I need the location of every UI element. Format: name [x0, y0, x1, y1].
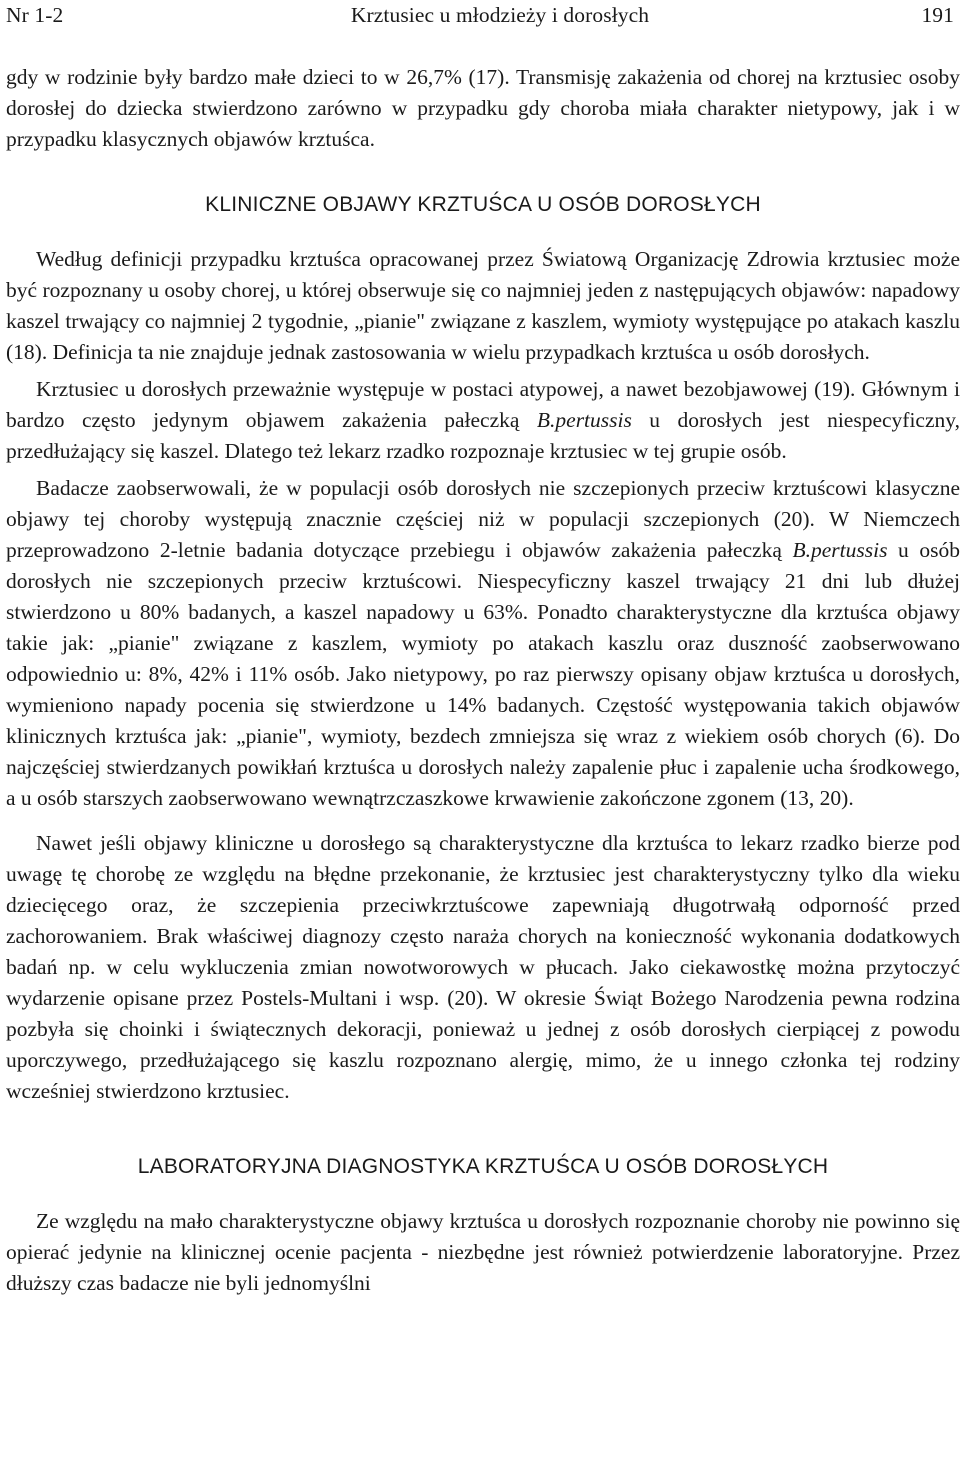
document-page	[6, 0, 960, 1299]
running-header	[6, 0, 960, 30]
text-segment: u dorosłych jest niespecyficzny, przedłużający się kaszel. Dlatego też lekarz rzadko rozpoznaje krztusiec w tej grupie osób.	[6, 408, 960, 463]
paragraph-continuation: gdy w rodzinie były bardzo małe dzieci to w 26,7% (17). Transmisję zakażenia od chorej na krztusiec osoby dorosłej do dziecka stwierdzono zarówno w przypadku gdy choroba miała charakter nietypowy, jak i w przypadku klasycznych objawów krztuśca.	[6, 65, 960, 151]
section-heading-laboratory-diagnostics: LABORATORYJNA DIAGNOSTYKA KRZTUŚCA U OSÓB DOROSŁYCH	[137, 1155, 829, 1178]
species-name: B.pertussis	[536, 408, 632, 432]
paragraph-observed-symptoms	[6, 473, 960, 814]
issue-number: Nr 1-2	[6, 3, 64, 27]
page-number: 191	[921, 3, 954, 27]
paragraph-misdiagnosis: Nawet jeśli objawy kliniczne u dorosłego są charakterystyczne dla krztuśca to lekarz rzadko bierze pod uwagę tę chorobę ze względu na błędne przekonanie, że krztusiec jest charakterystyczny tylko dla wieku dziecięcego oraz, że szczepienia przeciwkrztuścowe zapewniają długotrwałą odporność przed zachorowaniem. Brak właściwej diagnozy często naraża chorych na konieczność wykonania dodatkowych badań np. w celu wykluczenia zmian nowotworowych w płucach. Jako ciekawostkę można przytoczyć wydarzenie opisane przez Postels-Multani i wsp. (20). W okresie Świąt Bożego Narodzenia pewna rodzina pozbyła się choinki i świątecznych dekoracji, ponieważ u jednej z osób dorosłych cierpiącej z powodu uporczywego, przedłużającego się kaszlu rozpoznano alergię, mimo, że u innego członka tej rodziny wcześniej stwierdzono krztusiec.	[6, 831, 960, 1103]
text-segment: Badacze zaobserwowali, że w populacji osób dorosłych nie szczepionych przeciw krztuścowi klasyczne objawy tej choroby występują znacznie częściej niż w populacji szczepionych (20). W Niemczech przeprowadzono 2-letnie badania dotyczące przebiegu i objawów zakażenia pałeczką	[6, 476, 960, 562]
text-segment: u osób dorosłych nie szczepionych przeciw krztuścowi. Niespecyficzny kaszel trwający 21 dni lub dłużej stwierdzono u 80% badanych, a kaszel napadowy u 63%. Ponadto charakterystyczne dla krztuśca objawy takie jak: „pianie" związane z kaszlem, wymioty po atakach kaszlu oraz duszność zaobserwowano odpowiednio u: 8%, 42% i 11% osób. Jako nietypowy, po raz pierwszy opisany objaw krztuśca u dorosłych, wymieniono napady pocenia się stwierdzone u 14% badanych. Częstość występowania takich objawów klinicznych krztuśca jak: „pianie", wymioty, bezdech zmniejsza się wraz z wiekiem osób chorych (6). Do najczęściej stwierdzanych powikłań krztuśca u dorosłych należy zapalenie płuc i zapalenie ucha środkowego, a u osób starszych zaobserwowano wewnątrzczaszkowe krwawienie zakończone zgonem (13, 20).	[6, 538, 960, 810]
running-title: Krztusiec u młodzieży i dorosłych	[350, 3, 650, 27]
species-name: B.pertussis	[792, 538, 888, 562]
paragraph-who-definition: Według definicji przypadku krztuśca opracowanej przez Światową Organizację Zdrowia krztusiec może być rozpoznany u osoby chorej, u której obserwuje się co najmniej jeden z następujących objawów: napadowy kaszel trwający co najmniej 2 tygodnie, „pianie" związane z kaszlem, wymioty występujące po atakach kaszlu (18). Definicja ta nie znajduje jednak zastosowania w wielu przypadkach krztuśca u osób dorosłych.	[6, 247, 960, 364]
paragraph-laboratory-confirmation: Ze względu na mało charakterystyczne objawy krztuśca u dorosłych rozpoznanie choroby nie powinno się opierać jedynie na klinicznej ocenie pacjenta - niezbędne jest również potwierdzenie laboratoryjne. Przez dłuższy czas badacze nie byli jednomyślni	[6, 1209, 960, 1295]
section-heading-clinical-symptoms: KLINICZNE OBJAWY KRZTUŚCA U OSÓB DOROSŁYCH	[205, 193, 761, 216]
paragraph-atypical-form	[6, 374, 960, 467]
article-body	[6, 62, 960, 1299]
text-segment: Krztusiec u dorosłych przeważnie występuje w postaci atypowej, a nawet bezobjawowej (19). Głównym i bardzo często jedynym objawem zakażenia pałeczką	[6, 377, 960, 432]
